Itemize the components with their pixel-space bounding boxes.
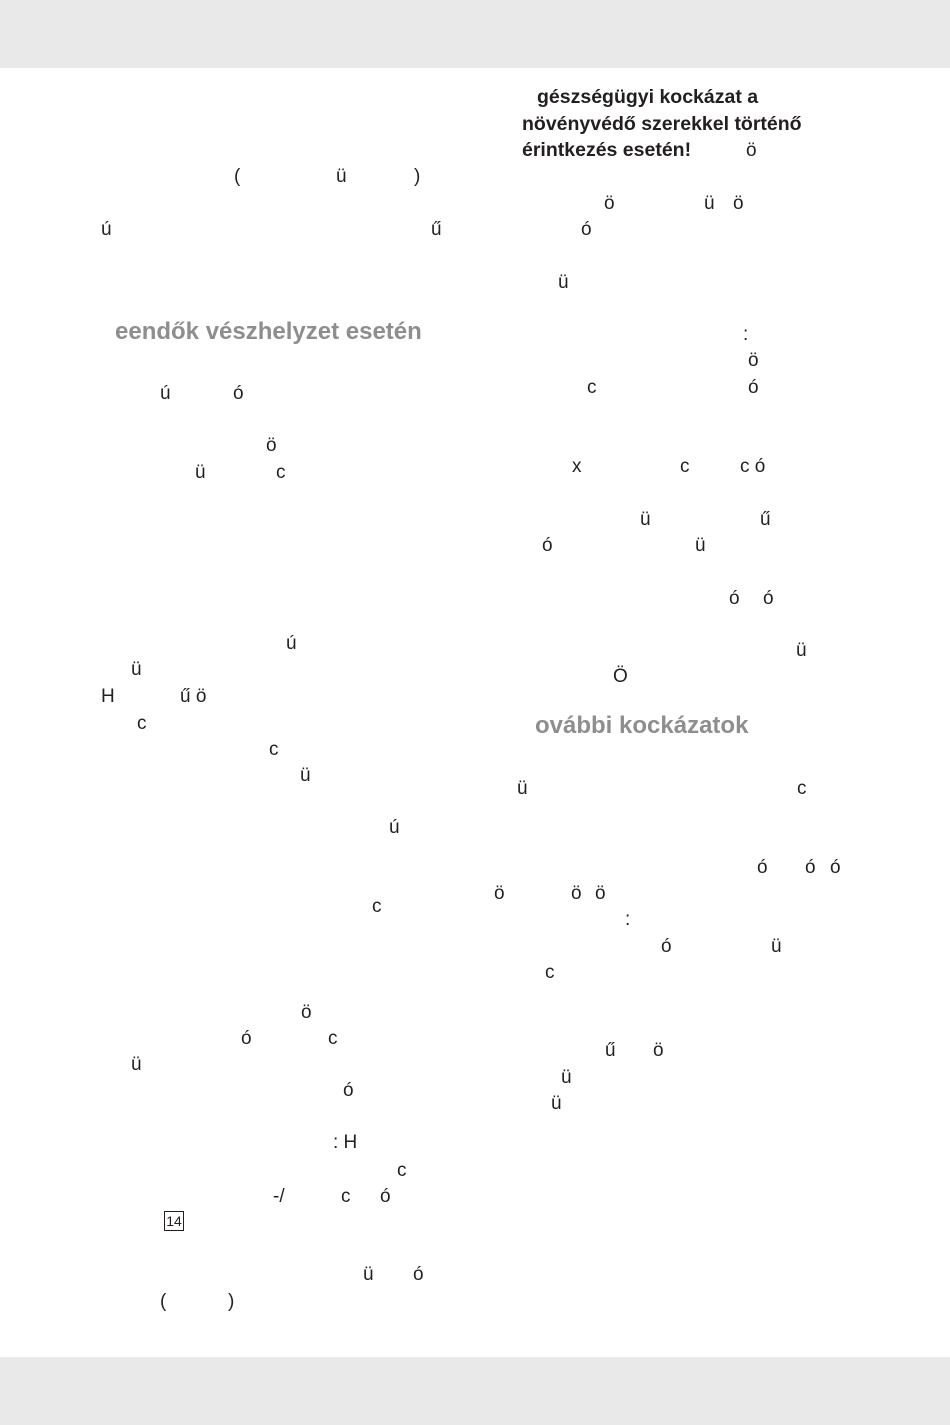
text-fragment: (: [234, 166, 241, 187]
text-fragment: ó: [413, 1264, 424, 1285]
text-fragment: ó: [241, 1028, 252, 1049]
text-fragment: ö: [653, 1040, 664, 1061]
text-fragment: ű: [605, 1040, 616, 1061]
figure-reference-box: 14: [164, 1211, 184, 1231]
text-fragment: ö: [571, 883, 582, 904]
text-fragment: c ó: [740, 456, 766, 477]
text-fragment: Ö: [613, 666, 628, 687]
text-fragment: ü: [695, 535, 706, 556]
text-fragment: ó: [233, 383, 244, 404]
text-fragment: c: [341, 1186, 351, 1207]
text-fragment: ü: [131, 1054, 142, 1075]
text-fragment: ó: [763, 588, 774, 609]
text-fragment: ö: [266, 435, 277, 456]
text-fragment: ): [228, 1291, 235, 1312]
health-warning-line-1: gészségügyi kockázat a: [537, 86, 759, 108]
text-fragment: c: [587, 377, 597, 398]
text-fragment: ó: [757, 857, 768, 878]
text-fragment: c: [276, 462, 286, 483]
heading-emergency: eendők vészhelyzet esetén: [115, 318, 422, 345]
text-fragment: ú: [286, 633, 297, 654]
text-fragment: ü: [363, 1264, 374, 1285]
text-fragment: ü: [336, 166, 347, 187]
text-fragment: ö: [494, 883, 505, 904]
text-fragment: ű: [760, 509, 771, 530]
text-fragment: c: [328, 1028, 338, 1049]
text-fragment: c: [397, 1160, 407, 1181]
text-fragment: c: [680, 456, 690, 477]
text-fragment: ü: [561, 1067, 572, 1088]
text-fragment: c: [545, 962, 555, 983]
text-fragment: c: [797, 778, 807, 799]
text-fragment: ü: [640, 509, 651, 530]
text-fragment: ü: [771, 936, 782, 957]
text-fragment: :: [625, 909, 631, 930]
text-fragment: ú: [101, 219, 112, 240]
text-fragment: ö: [595, 883, 606, 904]
text-fragment: (: [160, 1291, 167, 1312]
text-fragment: ü: [551, 1093, 562, 1114]
text-fragment: ű: [431, 219, 442, 240]
text-fragment: ü: [558, 272, 569, 293]
text-fragment: ö: [301, 1002, 312, 1023]
text-fragment: ó: [581, 219, 592, 240]
text-fragment: ó: [343, 1080, 354, 1101]
text-fragment: ö: [733, 193, 744, 214]
health-warning-line-3: érintkezés esetén!: [522, 139, 692, 161]
text-fragment: ö: [748, 350, 759, 371]
text-fragment: ű ö: [180, 686, 207, 707]
text-fragment: ü: [517, 778, 528, 799]
text-fragment: :: [743, 324, 749, 345]
text-fragment: ü: [704, 193, 715, 214]
text-fragment: c: [137, 713, 147, 734]
text-fragment: ó: [748, 377, 759, 398]
text-fragment: ó: [661, 936, 672, 957]
text-fragment: c: [269, 739, 279, 760]
text-fragment: ó: [830, 857, 841, 878]
text-fragment: ó: [380, 1186, 391, 1207]
text-fragment: ó: [805, 857, 816, 878]
text-fragment: ú: [389, 817, 400, 838]
text-fragment: -/: [273, 1186, 285, 1207]
bottom-band: [0, 1357, 950, 1425]
text-fragment: x: [572, 456, 582, 477]
text-fragment: H: [101, 686, 115, 707]
health-warning-line-2: növényvédő szerekkel történő: [522, 113, 802, 135]
text-fragment: ö: [746, 140, 757, 161]
text-fragment: ü: [300, 765, 311, 786]
text-fragment: ü: [195, 462, 206, 483]
text-fragment: : H: [333, 1132, 358, 1153]
text-fragment: ú: [160, 383, 171, 404]
text-fragment: ó: [729, 588, 740, 609]
heading-further-risks: ovábbi kockázatok: [535, 712, 749, 739]
text-fragment: c: [372, 896, 382, 917]
text-fragment: ö: [604, 193, 615, 214]
top-band: [0, 0, 950, 68]
text-fragment: ): [414, 166, 421, 187]
text-fragment: ü: [131, 659, 142, 680]
text-fragment: ü: [796, 640, 807, 661]
text-fragment: ó: [542, 535, 553, 556]
